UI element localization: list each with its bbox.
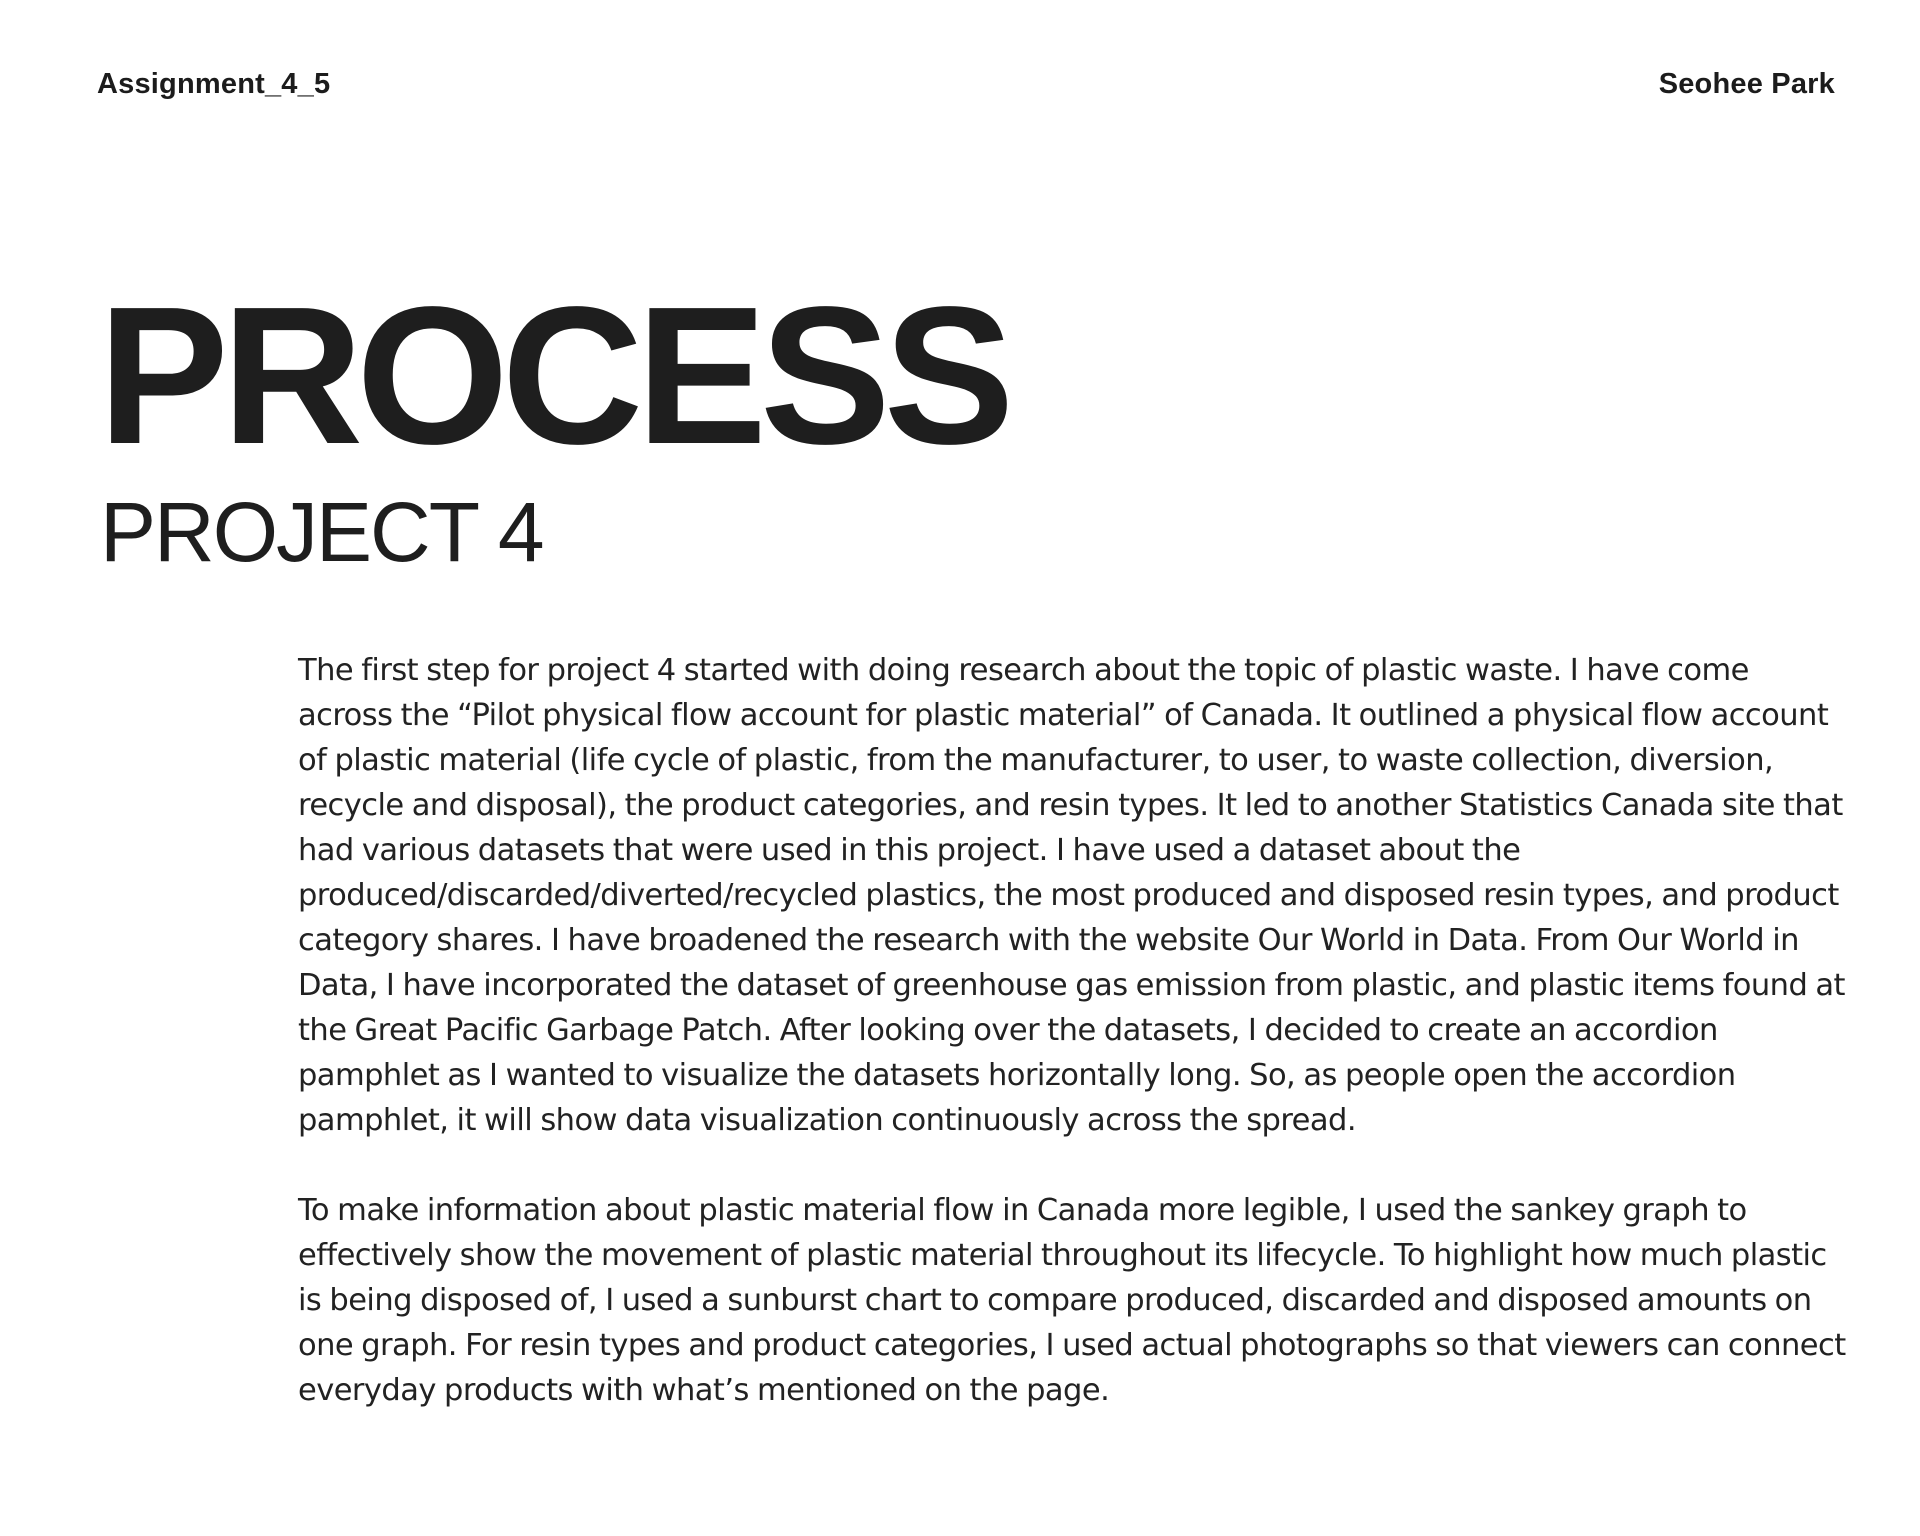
author-name: Seohee Park bbox=[1658, 68, 1835, 100]
page-title: PROCESS bbox=[98, 266, 1008, 485]
assignment-label: Assignment_4_5 bbox=[97, 68, 331, 100]
body-text bbox=[298, 648, 1848, 1458]
paragraph-visualization: To make information about plastic material flow in Canada more legible, I used the sankey graph to effectively show the movement of plastic material throughout its lifecycle. To highlight how much plastic is being disposed of, I used a sunburst chart to compare produced, discarded and disposed amounts on one graph. For resin types and product categories, I used actual photographs so that viewers can connect everyday products with what’s mentioned on the page. bbox=[298, 1193, 1846, 1408]
paragraph-research: The first step for project 4 started with doing research about the topic of plastic waste. I have come across the “Pilot physical flow account for plastic material” of Canada. It outlined a physical flow account of plastic material (life cycle of plastic, from the manufacturer, to user, to waste collection, diversion, recycle and disposal), the product categories, and resin types. It led to another Statistics Canada site that had various datasets that were used in this project. I have used a dataset about the produced/discarded/diverted/recycled plastics, the most produced and disposed resin types, and product category shares. I have broadened the research with the website Our World in Data. From Our World in Data, I have incorporated the dataset of greenhouse gas emission from plastic, and plastic items found at the Great Pacific Garbage Patch. After looking over the datasets, I decided to create an accordion pamphlet as I wanted to visualize the datasets horizontally long. So, as people open the accordion pamphlet, it will show data visualization continuously across the spread. bbox=[298, 653, 1845, 1138]
page-subtitle: PROJECT 4 bbox=[100, 485, 543, 579]
